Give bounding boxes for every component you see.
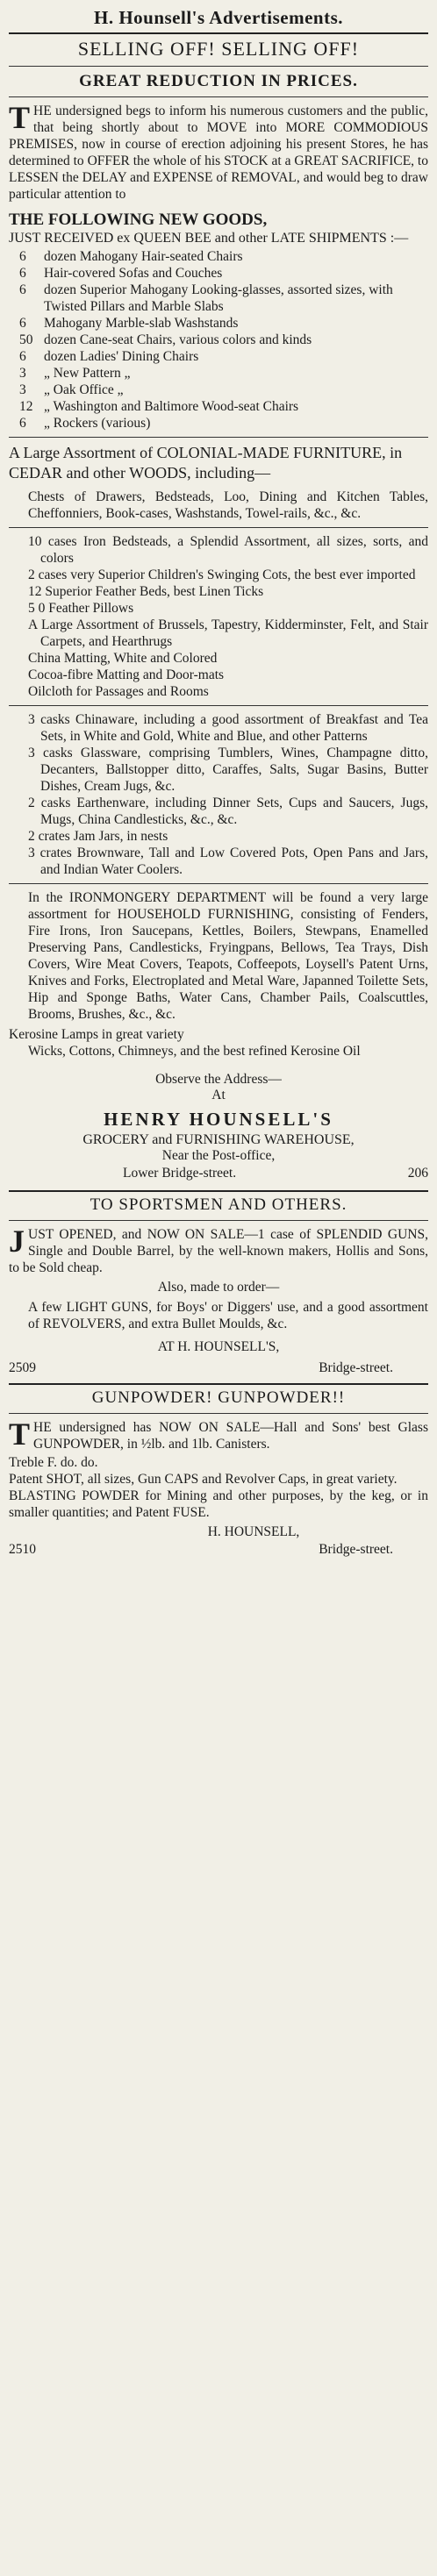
crockery-item: 2 crates Jam Jars, in nests bbox=[28, 829, 168, 844]
observe-address: Observe the Address— bbox=[155, 1072, 282, 1087]
divider bbox=[9, 96, 428, 97]
bedding-item: A Large Assortment of Brussels, Tapestry, Kidderminster, Felt, and Stair Carpets, and Hearthrugs bbox=[28, 617, 428, 649]
ad2-intro: JUST OPENED, and NOW ON SALE—1 case of SPLENDID GUNS, Single and Double Barrel, by the well-known makers, Hollis and Sons, to be Sold cheap. bbox=[9, 1224, 428, 1275]
furniture-text: Hair-covered Sofas and Couches bbox=[44, 266, 223, 281]
furniture-text: „ Rockers (various) bbox=[44, 416, 151, 431]
ad1-new-goods-heading: THE FOLLOWING NEW GOODS, bbox=[9, 211, 268, 229]
furniture-list bbox=[9, 248, 428, 432]
ad1-intro: THE undersigned begs to inform his numerous customers and the public, that being shortly about to MOVE into MORE COMMODIOUS PREMISES, now in course of erection adjoining his present Stores, he has determined to OFFER the whole of his STOCK at a GREAT SACRIFICE, to LESSEN the DELAY and EXPENSE of REMOVAL, and would beg to draw particular attention to bbox=[9, 100, 428, 202]
ad-selling-off bbox=[9, 38, 428, 1181]
crockery-item: 3 casks Glassware, comprising Tumblers, Wines, Champagne ditto, Decanters, Ballstopper ditto, Caraffes, Salts, Sugar Basins, Butter Dishes, Cream Jugs, &c. bbox=[28, 746, 428, 794]
bedding-item: Oilcloth for Passages and Rooms bbox=[28, 684, 209, 699]
furniture-qty: 3 bbox=[19, 366, 26, 381]
furniture-item bbox=[9, 348, 428, 365]
furniture-item bbox=[9, 265, 428, 282]
ad2-light-guns: A few LIGHT GUNS, for Boys' or Diggers' use, and a good assortment of REVOLVERS, and extra Bullet Moulds, &c. bbox=[28, 1300, 428, 1331]
furniture-text: dozen Cane-seat Chairs, various colors and kinds bbox=[44, 332, 312, 347]
ad3-ref-number: 2510 bbox=[9, 1542, 36, 1557]
furniture-qty: 50 bbox=[19, 332, 33, 347]
furniture-text: „ Washington and Baltimore Wood-seat Chairs bbox=[44, 399, 299, 414]
ad2-ref-number: 2509 bbox=[9, 1360, 36, 1375]
kerosine-lamps: Kerosine Lamps in great variety bbox=[9, 1027, 184, 1042]
ad3-intro: THE undersigned has NOW ON SALE—Hall and Sons' best Glass GUNPOWDER, in ½lb. and 1lb. Canisters. bbox=[9, 1416, 428, 1452]
divider bbox=[9, 1220, 428, 1221]
ad-ref-number: 206 bbox=[407, 1166, 428, 1181]
bedding-list bbox=[9, 533, 428, 700]
crockery-item: 3 casks Chinaware, including a good assortment of Breakfast and Tea Sets, in White and Gold, White and Blue, and other Patterns bbox=[28, 712, 428, 744]
furniture-text: „ New Pattern „ bbox=[44, 366, 131, 381]
ad2-street: Bridge-street. bbox=[319, 1360, 393, 1375]
ad-sportsmen bbox=[9, 1195, 428, 1376]
furniture-text: Mahogany Marble-slab Washstands bbox=[44, 316, 239, 331]
bedding-item: Cocoa-fibre Matting and Door-mats bbox=[28, 667, 225, 682]
address-row bbox=[9, 1166, 428, 1181]
furniture-item bbox=[9, 415, 428, 432]
bedding-item: 10 cases Iron Bedsteads, a Splendid Assortment, all sizes, sorts, and colors bbox=[28, 534, 428, 566]
divider bbox=[9, 1190, 428, 1192]
furniture-item bbox=[9, 365, 428, 382]
ad3-headline: GUNPOWDER! GUNPOWDER!! bbox=[91, 1388, 346, 1407]
bedding-item: 2 cases very Superior Children's Swinging Cots, the best ever imported bbox=[28, 567, 416, 582]
furniture-item bbox=[9, 282, 428, 315]
ironmongery-text: In the IRONMONGERY DEPARTMENT will be found a very large assortment for HOUSEHOLD FURNISHING, consisting of Fenders, Fire Irons, Iron Saucepans, Kettles, Boilers, Stewpans, Enamelled Preserving Pans, Candlesticks, Fryingpans, Bellows, Tea Trays, Dish Covers, Wire Meat Covers, Teapots, Coffeepots, Loysell's Patent Urns, Knives and Forks, Electroplated and Metal Ware, Japanned Toilette Sets, Hip and Sponge Baths, Water Cans, Chamber Pails, Coalscuttles, Brooms, Brushes, &c., &c. bbox=[28, 890, 428, 1022]
divider bbox=[9, 66, 428, 67]
ad2-at: AT H. HOUNSELL'S, bbox=[157, 1339, 280, 1354]
ad3-signature: H. HOUNSELL, bbox=[207, 1524, 300, 1539]
ad1-new-goods-sub: JUST RECEIVED ex QUEEN BEE and other LATE SHIPMENTS :— bbox=[9, 231, 409, 246]
furniture-qty: 12 bbox=[19, 399, 33, 414]
colonial-text: Chests of Drawers, Bedsteads, Loo, Dining and Kitchen Tables, Cheffonniers, Book-cases, Washstands, Towel-rails, &c., &c. bbox=[28, 489, 428, 521]
furniture-qty: 6 bbox=[19, 266, 26, 281]
divider bbox=[9, 527, 428, 528]
ad1-subhead: GREAT REDUCTION IN PRICES. bbox=[79, 72, 358, 90]
crockery-item: 2 casks Earthenware, including Dinner Sets, Cups and Saucers, Jugs, Mugs, China Candlesticks, &c., &c. bbox=[28, 796, 428, 827]
furniture-qty: 6 bbox=[19, 282, 26, 297]
ad3-patent: Patent SHOT, all sizes, Gun CAPS and Revolver Caps, in great variety. bbox=[9, 1472, 398, 1487]
at-label: At bbox=[211, 1088, 226, 1102]
ad3-footer-row bbox=[9, 1542, 428, 1558]
colonial-heading: A Large Assortment of COLONIAL-MADE FURNITURE, in CEDAR and other WOODS, including— bbox=[9, 444, 403, 482]
ad3-blasting: BLASTING POWDER for Mining and other purposes, by the keg, or in smaller quantities; and Patent FUSE. bbox=[9, 1488, 428, 1520]
furniture-item bbox=[9, 315, 428, 332]
ad2-footer-row bbox=[9, 1360, 428, 1376]
divider bbox=[9, 32, 428, 34]
furniture-item bbox=[9, 382, 428, 398]
divider bbox=[9, 1413, 428, 1414]
bedding-item: China Matting, White and Colored bbox=[28, 651, 218, 666]
furniture-qty: 6 bbox=[19, 416, 26, 431]
ad3-street: Bridge-street. bbox=[319, 1542, 393, 1557]
divider bbox=[9, 1383, 428, 1385]
divider bbox=[9, 437, 428, 438]
furniture-qty: 3 bbox=[19, 382, 26, 397]
kerosine-wicks: Wicks, Cottons, Chimneys, and the best refined Kerosine Oil bbox=[28, 1044, 361, 1059]
ad2-headline: TO SPORTSMEN AND OTHERS. bbox=[90, 1195, 347, 1214]
ad-gunpowder bbox=[9, 1388, 428, 1558]
ad2-also: Also, made to order— bbox=[157, 1280, 280, 1295]
furniture-text: dozen Mahogany Hair-seated Chairs bbox=[44, 249, 243, 264]
warehouse-name: GROCERY and FURNISHING WAREHOUSE, bbox=[82, 1132, 355, 1147]
near-post-office: Near the Post-office, bbox=[161, 1148, 276, 1163]
furniture-item bbox=[9, 398, 428, 415]
crockery-item: 3 crates Brownware, Tall and Low Covered Pots, Open Pans and Jars, and Indian Water Coolers. bbox=[28, 846, 428, 877]
furniture-text: dozen Ladies' Dining Chairs bbox=[44, 349, 199, 364]
ad3-treble: Treble F. do. do. bbox=[9, 1455, 98, 1470]
furniture-qty: 6 bbox=[19, 316, 26, 331]
divider bbox=[9, 705, 428, 706]
divider bbox=[9, 883, 428, 884]
business-name: HENRY HOUNSELL'S bbox=[104, 1109, 333, 1130]
furniture-text: „ Oak Office „ bbox=[44, 382, 124, 397]
ad1-headline: SELLING OFF! SELLING OFF! bbox=[77, 38, 360, 60]
street-name: Lower Bridge-street. bbox=[123, 1166, 237, 1181]
furniture-text: dozen Superior Mahogany Looking-glasses, assorted sizes, with Twisted Pillars and Marble Slabs bbox=[44, 282, 393, 314]
bedding-item: 12 Superior Feather Beds, best Linen Ticks bbox=[28, 584, 264, 599]
furniture-item bbox=[9, 248, 428, 265]
furniture-qty: 6 bbox=[19, 249, 26, 264]
furniture-item bbox=[9, 332, 428, 348]
advertisement-page bbox=[9, 0, 428, 1558]
crockery-list bbox=[9, 711, 428, 878]
masthead: H. Hounsell's Advertisements. bbox=[93, 7, 343, 28]
furniture-qty: 6 bbox=[19, 349, 26, 364]
bedding-item: 5 0 Feather Pillows bbox=[28, 601, 134, 616]
